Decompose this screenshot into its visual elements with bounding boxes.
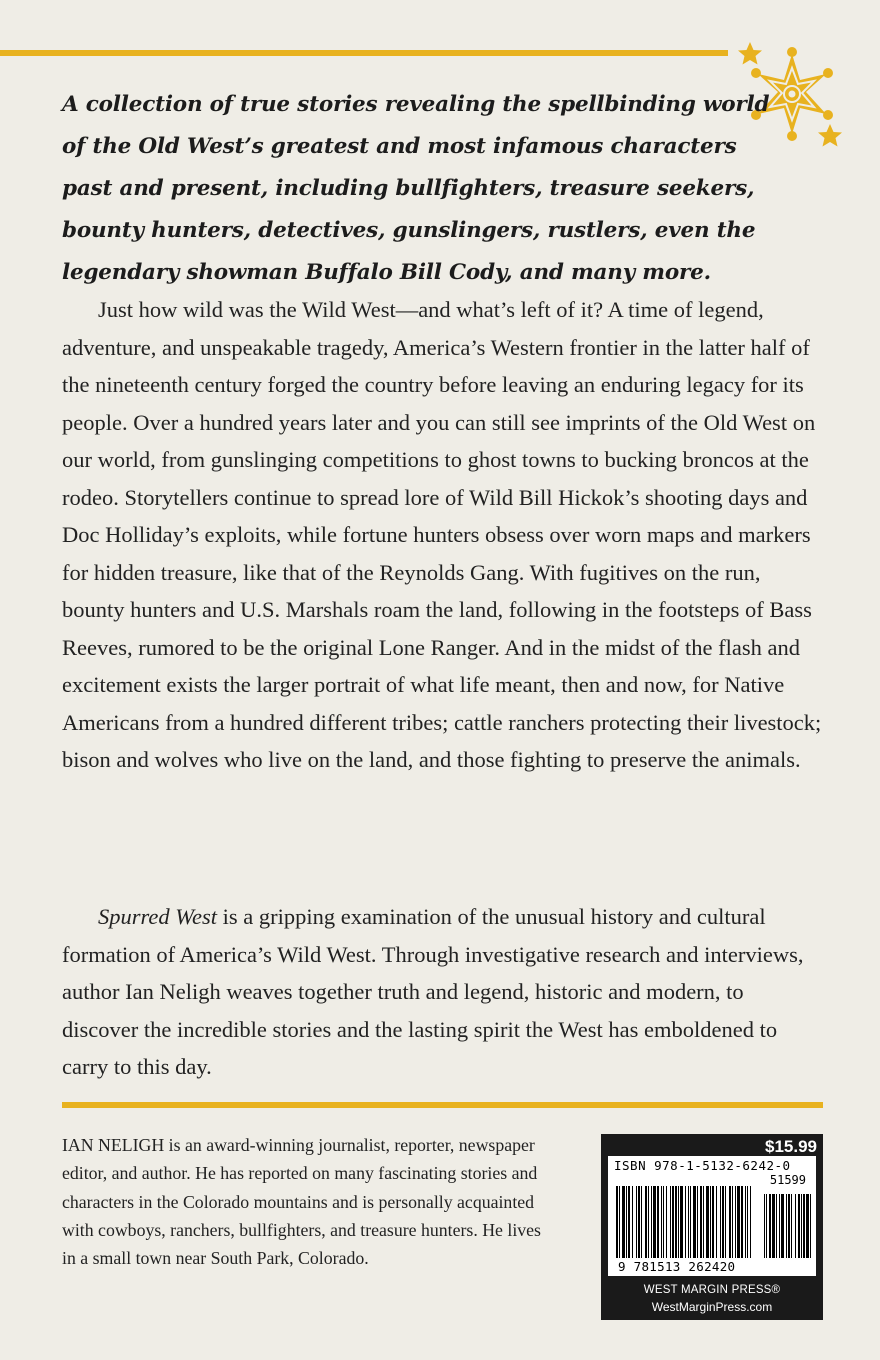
top-divider xyxy=(0,50,728,56)
barcode-icon xyxy=(616,1186,812,1258)
price: $15.99 xyxy=(765,1137,817,1156)
description-paragraph-2 xyxy=(62,898,822,1086)
isbn-text: ISBN 978-1-5132-6242-0 xyxy=(614,1158,791,1173)
publisher-url: WestMarginPress.com xyxy=(651,1300,773,1314)
barcode-number: 9 781513 262420 xyxy=(618,1259,736,1274)
middle-divider xyxy=(62,1102,823,1108)
price-addon-code: 51599 xyxy=(769,1173,806,1187)
publisher-name: WEST MARGIN PRESS® xyxy=(643,1284,781,1296)
tagline: A collection of true stories revealing the spellbinding world of the Old West’s greatest and most infamous characters past and present, including bullfighters, treasure seekers, bounty hunters, detectives, gunslingers, rustlers, even the legendary showman Buffalo Bill Cody, and many more. xyxy=(62,92,770,285)
description-paragraph-1: Just how wild was the Wild West—and what’s left of it? A time of legend, adventure, and unspeakable tragedy, America’s Western frontier in the latter half of the nineteenth century forged the country before leaving an enduring legacy for its people. Over a hundred years later and you can still see imprints of the Old West on our world, from gunslinging competitions to ghost towns to bucking broncos at the rodeo. Storytellers continue to spread lore of Wild Bill Hickok’s shooting days and Doc Holliday’s exploits, while fortune hunters obsess over worn maps and markers for hidden treasure, like that of the Reynolds Gang. With fugitives on the run, bounty hunters and U.S. Marshals roam the land, following in the footsteps of Bass Reeves, rumored to be the original Lone Ranger. And in the midst of the flash and excitement exists the larger portrait of what life meant, then and now, for Native Americans from a hundred different tribes; cattle ranchers protecting their livestock; bison and wolves who live on the land, and those fighting to preserve the animals. xyxy=(62,297,822,772)
barcode-panel xyxy=(608,1156,816,1276)
author-bio: IAN NELIGH is an award-winning journalist, reporter, newspaper editor, and author. He has reported on many fascinating stories and characters in the Colorado mountains and is personally acquainted with cowboys, ranchers, bullfighters, and treasure hunters. He lives in a small town near South Park, Colorado. xyxy=(62,1135,541,1269)
description-paragraph-2-text: is a gripping examination of the unusual history and cultural formation of America’s Wild West. Through investigative research and interviews, author Ian Neligh weaves together truth and legend, historic and modern, to discover the incredible stories and the lasting spirit the West has emboldened to carry to this day. xyxy=(62,904,804,1079)
barcode-block xyxy=(601,1134,823,1320)
book-title: Spurred West xyxy=(98,904,217,929)
